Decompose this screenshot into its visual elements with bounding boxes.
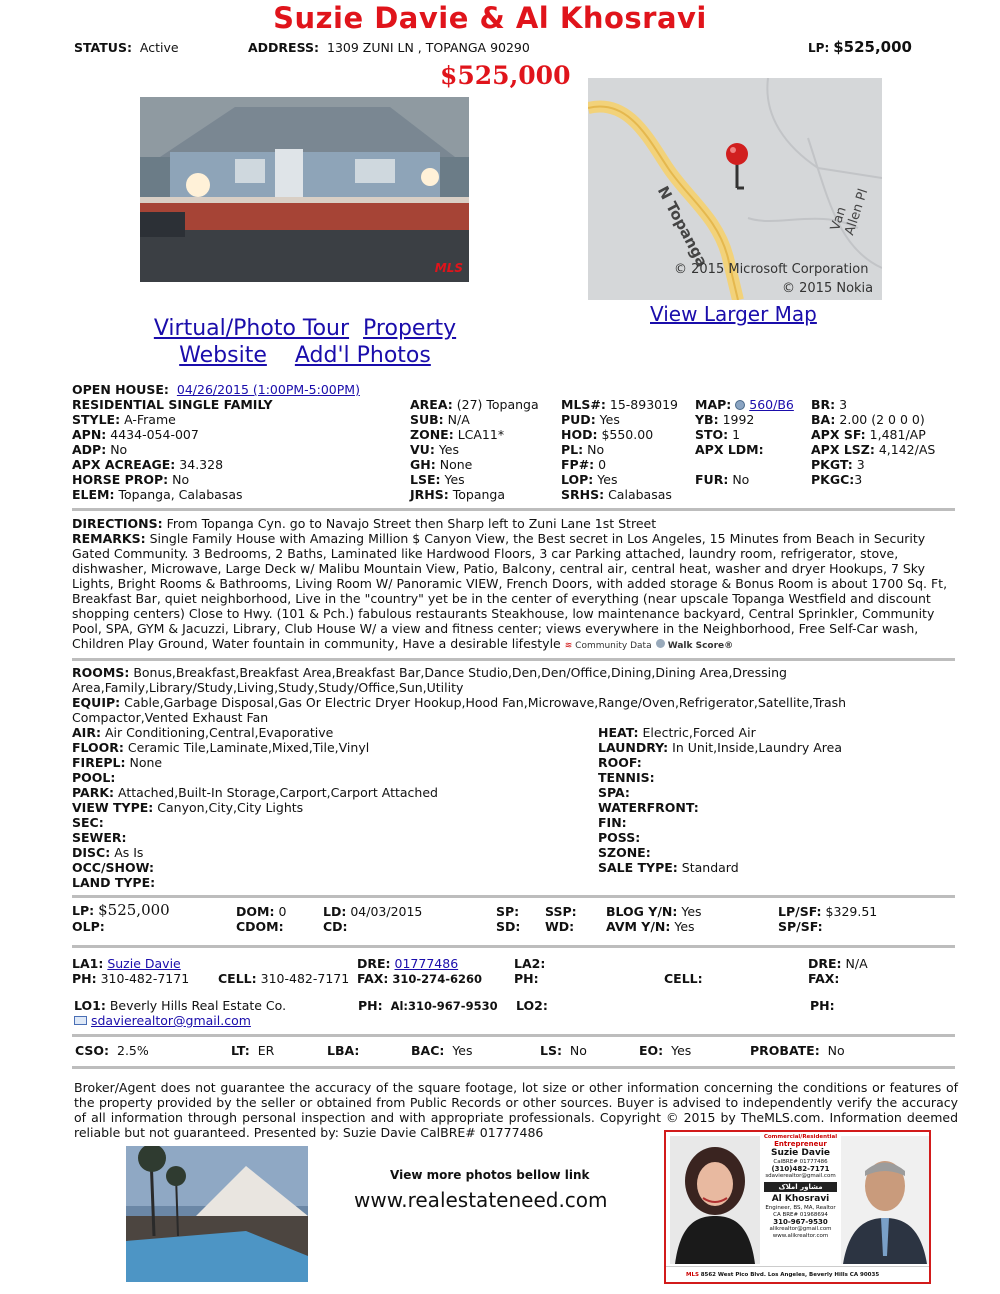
ld-field: LD: 04/03/2015 <box>323 904 423 919</box>
dom-field: DOM: 0 <box>236 904 287 919</box>
sd-field: SD: <box>496 919 521 934</box>
land-type-field: LAND TYPE: <box>72 875 156 890</box>
lt-field: LT: ER <box>231 1043 275 1058</box>
sf-field: APX SF: 1,481/AP <box>811 427 926 442</box>
lp-row <box>808 40 912 56</box>
pud-field: PUD: Yes <box>561 412 620 427</box>
floor-field: FLOOR: Ceramic Tile,Laminate,Mixed,Tile,Vinyl <box>72 740 370 755</box>
lo2-ph-field: PH: <box>810 998 835 1013</box>
park-field: PARK: Attached,Built-In Storage,Carport,Carport Attached <box>72 785 438 800</box>
mls-watermark: MLS <box>434 261 463 275</box>
heat-field: HEAT: Electric,Forced Air <box>598 725 756 740</box>
card-mls-logo: MLS <box>686 1272 699 1278</box>
dre-field: DRE: 01777486 <box>357 956 459 971</box>
address-value: 1309 ZUNI LN , TOPANGA 90290 <box>327 40 530 55</box>
divider <box>72 508 955 511</box>
laundry-field: LAUNDRY: In Unit,Inside,Laundry Area <box>598 740 843 755</box>
wd-field: WD: <box>545 919 575 934</box>
pool-field: POOL: <box>72 770 116 785</box>
pricing-lp-field: LP: $525,000 <box>72 901 170 919</box>
addl-photos-link[interactable]: Add'l Photos <box>294 343 431 368</box>
lop-field: LOP: Yes <box>561 472 618 487</box>
sub-field: SUB: N/A <box>410 412 470 427</box>
ls-field: LS: No <box>540 1043 587 1058</box>
cell-field: CELL: 310-482-7171 <box>218 971 350 986</box>
fp-field: FP#: 0 <box>561 457 607 472</box>
address-label: ADDRESS: <box>248 40 320 55</box>
agent-link[interactable]: Suzie Davie <box>107 956 181 971</box>
eo-field: EO: Yes <box>639 1043 692 1058</box>
big-price: $525,000 <box>440 61 571 90</box>
agents-title: Suzie Davie & Al Khosravi <box>273 1 707 35</box>
property-website-link[interactable]: Property <box>363 316 457 341</box>
divider <box>72 895 955 898</box>
horse-field: HORSE PROP: No <box>72 472 190 487</box>
card-phone1: (310)482-7171 <box>771 1165 830 1173</box>
fur-field: FUR: No <box>695 472 750 487</box>
card-web2: www.alikrealtor.com <box>772 1233 829 1239</box>
mls-field: MLS#: 15-893019 <box>561 397 679 412</box>
lo2-field: LO2: <box>516 998 548 1013</box>
tennis-field: TENNIS: <box>598 770 655 785</box>
lp-label: LP: <box>808 41 830 55</box>
poss-field: POSS: <box>598 830 641 845</box>
sale-type-field: SALE TYPE: Standard <box>598 860 739 875</box>
card-address: 8562 West Pico Blvd. Los Angeles, Beverly Hills CA 90035 <box>700 1272 880 1278</box>
divider <box>72 658 955 661</box>
fax2-field: FAX: <box>808 971 840 986</box>
card-title2: Engineer, BS, MA, Realtor <box>765 1205 836 1211</box>
virtual-tour-link[interactable]: Virtual/Photo Tour <box>153 316 350 341</box>
cdom-field: CDOM: <box>236 919 284 934</box>
waterfront-field: WATERFRONT: <box>598 800 699 815</box>
community-data-icon: ≋ <box>564 641 573 651</box>
map-copyright-nokia: © 2015 Nokia <box>782 281 874 296</box>
card-farsi: مشاور املاک <box>764 1182 837 1192</box>
divider <box>72 945 955 948</box>
property-photo[interactable] <box>140 97 469 282</box>
avm-field: AVM Y/N: Yes <box>606 919 695 934</box>
email-link[interactable]: sdavierealtor@gmail.com <box>90 1013 251 1028</box>
suzie-portrait <box>670 1136 760 1264</box>
ssp-field: SSP: <box>545 904 577 919</box>
walk-score-icon <box>656 639 665 648</box>
walk-score-link[interactable]: Walk Score® <box>656 641 734 651</box>
status-row <box>74 40 179 55</box>
card-email1: sdavierealtor@gmail.com <box>765 1173 836 1179</box>
hod-field: HOD: $550.00 <box>561 427 654 442</box>
ldm-field: APX LDM: <box>695 442 764 457</box>
location-map[interactable] <box>588 78 882 300</box>
sewer-field: SEWER: <box>72 830 127 845</box>
lo-ph-field: PH: Al:310-967-9530 <box>358 998 498 1013</box>
pool-image <box>126 1146 308 1282</box>
view-type-field: VIEW TYPE: Canyon,City,City Lights <box>72 800 304 815</box>
house-image <box>140 97 469 282</box>
map-grid-link[interactable]: 560/B6 <box>749 397 794 412</box>
card-bre1: CalBRE# 01777486 <box>773 1159 828 1165</box>
jrhs-field: JRHS: Topanga <box>410 487 506 502</box>
adp-field: ADP: No <box>72 442 128 457</box>
lo1-field: LO1: Beverly Hills Real Estate Co. <box>74 998 287 1013</box>
card-name2: Al Khosravi <box>771 1194 830 1204</box>
property-type: RESIDENTIAL SINGLE FAMILY <box>72 397 273 412</box>
spsf-field: SP/SF: <box>778 919 823 934</box>
card-tag1: Commercial/Residential <box>763 1134 838 1140</box>
ba-field: BA: 2.00 (2 0 0 0) <box>811 412 925 427</box>
status-value: Active <box>139 40 179 55</box>
community-data-link[interactable]: ≋ Community Data <box>564 641 652 651</box>
apn-field: APN: 4434-054-007 <box>72 427 199 442</box>
lse-field: LSE: Yes <box>410 472 465 487</box>
remarks: REMARKS: Single Family House with Amazing Million $ Canyon View, the Best secret in Los Angeles, 15 Minutes from Beach in Security Gated Community. 3 Bedrooms, 2 Baths, Laminated like Hardwood Floors, 3 car Parking attached, laundry room, refrigerator, stove, dishwasher, Microwave, Large Deck w/ Malibu Mountain View, Patio, Balcony, central air, central heat, washer and dryer Hookups, 7 Sky Lights, Bright Rooms & Bathrooms, Living Room W/ Panoramic VIEW, French Doors, with added storage & Bonus Room is about 1700 Sq. Ft, Breakfast Bar, quiet neighborhood, Live in the "country" yet be in the center of everything (near upscale Topanga Westfield and discount shopping centers) Close to Hwy. (101 & Pch.) fabulous restaurants Steakhouse, low maintenance backyard, Central Sprinkler, Community Pool, SPA, GYM & Jacuzzi, Library, Club House W/ a view and fitness center; views everywhere in the Neighborhood, Free Self-Car wash, Children Play Ground, Water fountain in community, Have a desirable lifestyle ≋ Community Data Walk Score® <box>72 531 948 651</box>
card-tag2: Entrepreneur <box>774 1140 827 1148</box>
firepl-field: FIREPL: None <box>72 755 163 770</box>
yb-field: YB: 1992 <box>695 412 755 427</box>
bac-field: BAC: Yes <box>411 1043 473 1058</box>
style-field: STYLE: A-Frame <box>72 412 176 427</box>
directions: DIRECTIONS: From Topanga Cyn. go to Navajo Street then Sharp left to Zuni Lane 1st Street <box>72 516 657 531</box>
cell2-field: CELL: <box>664 971 703 986</box>
map-street-van-allen: Van Allen Pl <box>828 187 872 238</box>
sec-field: SEC: <box>72 815 104 830</box>
spa-field: SPA: <box>598 785 630 800</box>
card-footer <box>666 1266 929 1282</box>
pkgt-field: PKGT: 3 <box>811 457 865 472</box>
address-row <box>248 40 530 55</box>
pl-field: PL: No <box>561 442 605 457</box>
lsz-field: APX LSZ: 4,142/AS <box>811 442 936 457</box>
divider <box>72 1066 955 1069</box>
equip-field: EQUIP: Cable,Garbage Disposal,Gas Or Electric Dryer Hookup,Hood Fan,Microwave,Range/Oven,Refrigerator,Satellite,Trash Compactor,Vented Exhaust Fan <box>72 695 847 725</box>
view-larger-map-link[interactable]: View Larger Map <box>650 302 817 326</box>
map-street-topanga: N Topanga <box>653 183 712 270</box>
map-copyright-microsoft: © 2015 Microsoft Corporation <box>674 262 869 277</box>
open-house-label: OPEN HOUSE: <box>72 382 169 397</box>
ph-field: PH: 310-482-7171 <box>72 971 190 986</box>
website-text[interactable]: www.realestateneed.com <box>354 1188 608 1212</box>
status-label: STATUS: <box>74 40 132 55</box>
br-field: BR: 3 <box>811 397 848 412</box>
fin-field: FIN: <box>598 815 627 830</box>
open-house-link[interactable]: 04/26/2015 (1:00PM-5:00PM) <box>176 382 360 397</box>
rooms-field: ROOMS: Bonus,Breakfast,Breakfast Area,Breakfast Bar,Dance Studio,Den,Den/Office,Dining,Dining Area,Dressing Area,Family,Library/Study,Living,Study,Study/Office,Sun,Utility <box>72 665 787 695</box>
map-field: MAP: 560/B6 <box>695 397 794 412</box>
more-photos-text: View more photos bellow link <box>390 1168 590 1182</box>
disclaimer: Broker/Agent does not guarantee the accuracy of the square footage, lot size or other information concerning the conditions or features of the property provided by the seller or obtained from Public Records or other sources. Buyer is advised to independently verify the accuracy of all information through personal inspection and with appropriate professionals. Copyright © 2015 by TheMLS.com. Information deemed reliable but not guaranteed. Presented by: Suzie Davie CalBRE# 01777486 <box>74 1080 958 1140</box>
blog-field: BLOG Y/N: Yes <box>606 904 702 919</box>
dre-link[interactable]: 01777486 <box>394 956 459 971</box>
la2-field: LA2: <box>514 956 546 971</box>
card-bre2: CA BRE# 01968694 <box>773 1212 828 1218</box>
card-email2: alikrealtor@gmail.com <box>769 1226 832 1232</box>
occ-field: OCC/SHOW: <box>72 860 155 875</box>
gh-field: GH: None <box>410 457 473 472</box>
elem-field: ELEM: Topanga, Calabasas <box>72 487 243 502</box>
card-text <box>760 1134 841 1240</box>
sto-field: STO: 1 <box>695 427 741 442</box>
probate-field: PROBATE: No <box>750 1043 845 1058</box>
open-house-row <box>72 382 360 397</box>
disc-field: DISC: As Is <box>72 845 144 860</box>
ph2-field: PH: <box>514 971 539 986</box>
la1-field: LA1: Suzie Davie <box>72 956 181 971</box>
lp-value: $525,000 <box>833 38 912 56</box>
roof-field: ROOF: <box>598 755 642 770</box>
vu-field: VU: Yes <box>410 442 459 457</box>
envelope-icon <box>74 1016 87 1025</box>
szone-field: SZONE: <box>598 845 651 860</box>
lba-field: LBA: <box>327 1043 360 1058</box>
card-phone2: 310-967-9530 <box>773 1218 828 1226</box>
srhs-field: SRHS: Calabasas <box>561 487 672 502</box>
area-field: AREA: (27) Topanga <box>410 397 539 412</box>
fax-field: FAX: 310-274-6260 <box>357 971 482 986</box>
sp-field: SP: <box>496 904 520 919</box>
olp-field: OLP: <box>72 919 105 934</box>
pool-photo[interactable] <box>126 1146 308 1282</box>
card-name1: Suzie Davie <box>770 1148 831 1158</box>
business-card <box>664 1130 931 1284</box>
acreage-field: APX ACREAGE: 34.328 <box>72 457 224 472</box>
map-globe-icon <box>735 400 745 410</box>
zone-field: ZONE: LCA11* <box>410 427 505 442</box>
lpsf-field: LP/SF: $329.51 <box>778 904 878 919</box>
al-portrait <box>841 1136 929 1264</box>
pkgc-field: PKGC:3 <box>811 472 863 487</box>
property-website-link-2[interactable]: Website <box>179 343 267 368</box>
email-field <box>74 1013 251 1028</box>
cso-field: CSO: 2.5% <box>75 1043 149 1058</box>
divider <box>72 1034 955 1037</box>
listing-links <box>130 315 480 369</box>
dre2-field: DRE: N/A <box>808 956 868 971</box>
map-pin-icon <box>724 142 750 195</box>
cd-field: CD: <box>323 919 348 934</box>
air-field: AIR: Air Conditioning,Central,Evaporative <box>72 725 334 740</box>
